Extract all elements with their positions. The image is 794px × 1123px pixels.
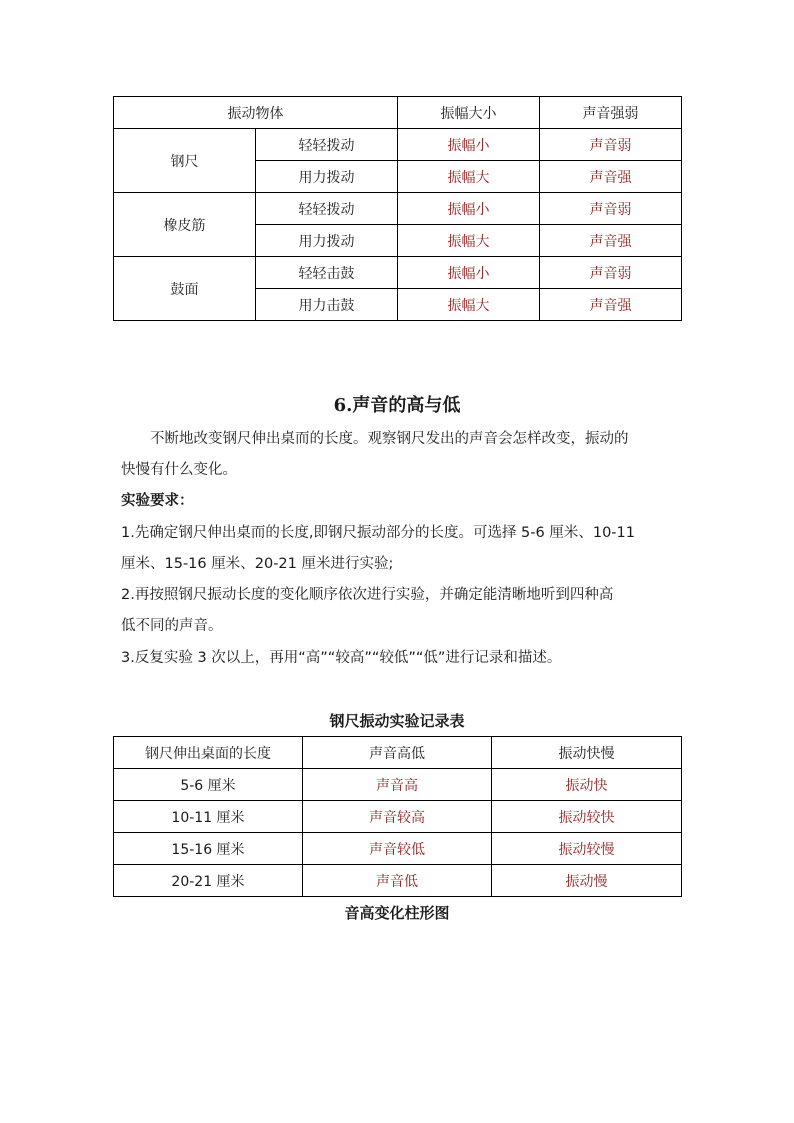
- amplitude-cell: 振幅大: [398, 289, 540, 321]
- table-row: [114, 193, 682, 225]
- object-cell: 钢尺: [114, 129, 256, 193]
- loudness-cell: 声音强: [540, 225, 682, 257]
- amplitude-cell: 振幅大: [398, 225, 540, 257]
- intro-line-2: 快慢有什么变化。: [121, 462, 237, 478]
- header-loudness: 声音强弱: [540, 97, 682, 129]
- action-cell: 用力拨动: [256, 225, 398, 257]
- ruler-vibration-record-table: [113, 736, 682, 897]
- speed-cell: 振动较慢: [492, 833, 682, 865]
- header-pitch: 声音高低: [303, 737, 492, 769]
- action-cell: 用力击鼓: [256, 289, 398, 321]
- amplitude-cell: 振幅小: [398, 257, 540, 289]
- length-cell: 20-21 厘米: [114, 865, 303, 897]
- header-amplitude: 振幅大小: [398, 97, 540, 129]
- pitch-cell: 声音低: [303, 865, 492, 897]
- length-cell: 5-6 厘米: [114, 769, 303, 801]
- pitch-cell: 声音较低: [303, 833, 492, 865]
- intro-line-1: 不断地改变钢尺伸出桌而的长度。观察钢尺发出的声音会怎样改变，振动的: [150, 431, 629, 447]
- requirement-2-line-1: 2.再按照钢尺振动长度的变化顺序依次进行实验，并确定能清晰地听到四种高: [121, 587, 614, 603]
- requirement-1-line-2: 厘米、15-16 厘米、20-21 厘米进行实验;: [121, 556, 394, 572]
- requirement-3: 3.反复实验 3 次以上，再用“高”“较高”“较低”“低”进行记录和描述。: [121, 650, 562, 666]
- action-cell: 轻轻拨动: [256, 129, 398, 161]
- table-row: [114, 865, 682, 897]
- table-header-row: [114, 737, 682, 769]
- loudness-cell: 声音强: [540, 289, 682, 321]
- pitch-cell: 声音高: [303, 769, 492, 801]
- speed-cell: 振动快: [492, 769, 682, 801]
- header-speed: 振动快慢: [492, 737, 682, 769]
- table-row: [114, 257, 682, 289]
- table-row: [114, 769, 682, 801]
- loudness-cell: 声音弱: [540, 257, 682, 289]
- header-length: 钢尺伸出桌面的长度: [114, 737, 303, 769]
- object-cell: 鼓面: [114, 257, 256, 321]
- requirements-label: 实验要求：: [121, 493, 194, 509]
- table-row: [114, 129, 682, 161]
- action-cell: 用力拨动: [256, 161, 398, 193]
- amplitude-cell: 振幅小: [398, 193, 540, 225]
- action-cell: 轻轻拨动: [256, 193, 398, 225]
- section-heading: 6.声音的高与低: [333, 395, 461, 416]
- header-vibrating-object: 振动物体: [114, 97, 398, 129]
- table-header-row: [114, 97, 682, 129]
- loudness-cell: 声音弱: [540, 129, 682, 161]
- amplitude-cell: 振幅小: [398, 129, 540, 161]
- requirement-2-line-2: 低不同的声音。: [121, 618, 223, 634]
- length-cell: 15-16 厘米: [114, 833, 303, 865]
- record-table-caption: 钢尺振动实验记录表: [329, 712, 465, 730]
- amplitude-cell: 振幅大: [398, 161, 540, 193]
- pitch-cell: 声音较高: [303, 801, 492, 833]
- table-row: [114, 801, 682, 833]
- object-cell: 橡皮筋: [114, 193, 256, 257]
- chart-caption: 音高变化柱形图: [344, 904, 450, 922]
- speed-cell: 振动慢: [492, 865, 682, 897]
- action-cell: 轻轻击鼓: [256, 257, 398, 289]
- speed-cell: 振动较快: [492, 801, 682, 833]
- requirement-1-line-1: 1.先确定钢尺伸出桌而的长度,即钢尺振动部分的长度。可选择 5-6 厘米、10-11: [121, 525, 635, 541]
- table-row: [114, 833, 682, 865]
- amplitude-loudness-table: [113, 96, 682, 321]
- loudness-cell: 声音弱: [540, 193, 682, 225]
- length-cell: 10-11 厘米: [114, 801, 303, 833]
- loudness-cell: 声音强: [540, 161, 682, 193]
